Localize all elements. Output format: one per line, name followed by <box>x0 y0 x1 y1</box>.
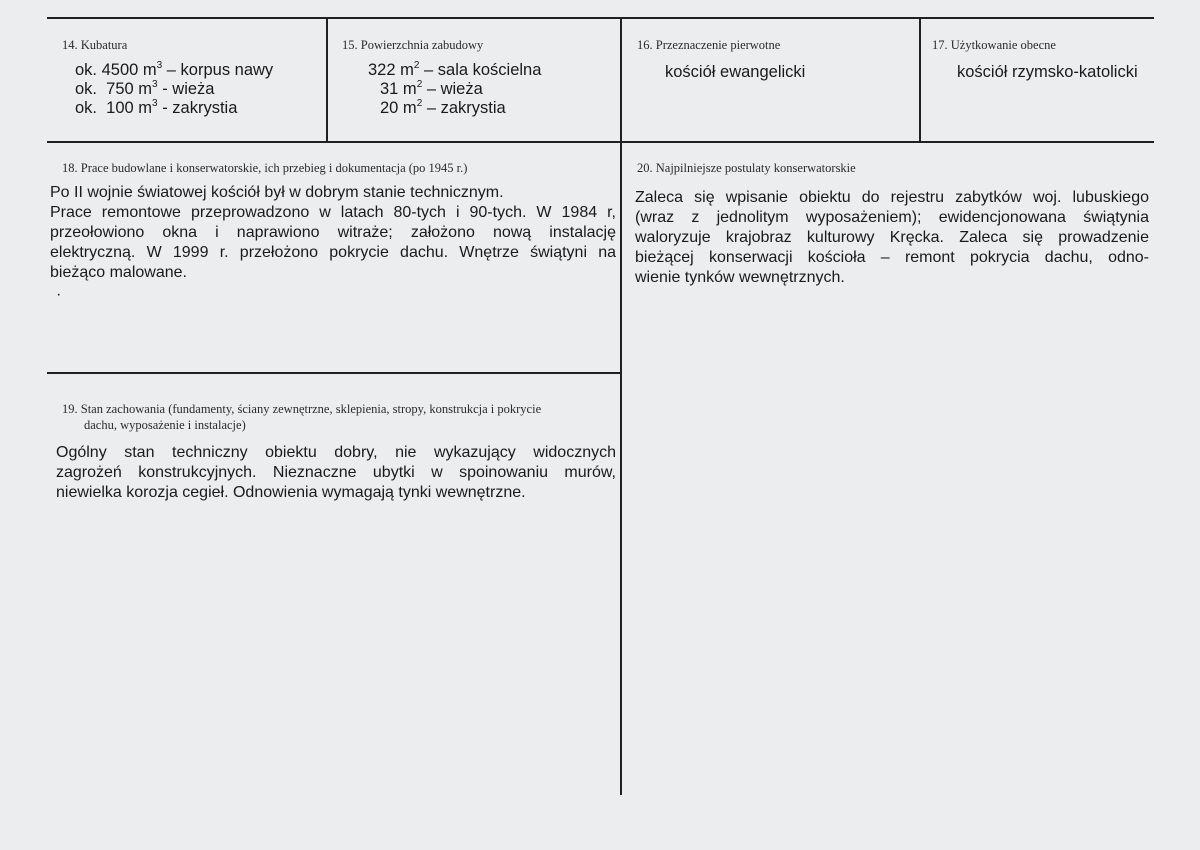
text-line: Prace remontowe przeprowadzono w latach 80-tych i 90-tych. W 1984 r, <box>50 204 616 221</box>
text-line: niewielka korozja cegieł. Odnowienia wymagają tynki wewnętrzne. <box>56 484 526 501</box>
field17-value: kościół rzymsko-katolicki <box>957 63 1138 81</box>
col-divider-3 <box>919 17 921 143</box>
field18-text <box>50 183 616 283</box>
text-line: wienie tynków wewnętrznych. <box>635 269 845 286</box>
text-line: elektryczną. W 1999 r. przełożono pokrycie dachu. Wnętrze świątyni na <box>50 244 616 261</box>
row1-divider <box>47 141 1154 143</box>
field15-values <box>368 61 541 118</box>
stray-dot: · <box>56 286 62 303</box>
field18-label: 18. Prace budowlane i konserwatorskie, ich przebieg i dokumentacja (po 1945 r.) <box>62 161 468 175</box>
field20-label: 20. Najpilniejsze postulaty konserwatorskie <box>637 161 856 175</box>
field18-19-divider <box>47 372 622 374</box>
field15-row: 322 $m^2$ – sala kościelna <box>368 59 542 79</box>
field19-label: 19. Stan zachowania (fundamenty, ściany zewnętrzne, sklepienia, stropy, konstrukcja i pokrycie dachu, wyposażenie i instalacje) <box>62 402 542 432</box>
text-line: waloryzuje krajobraz kulturowy Kręcka. Zaleca się prowadzenie <box>635 229 1149 246</box>
text-line: Ogólny stan techniczny obiektu dobry, nie wykazujący widocznych <box>56 444 616 461</box>
field16-label: 16. Przeznaczenie pierwotne <box>637 38 781 52</box>
field15-row: 31 $m^2$ – wieża <box>380 78 483 98</box>
col-divider-1 <box>326 17 328 143</box>
field14-label: 14. Kubatura <box>62 38 128 52</box>
field15-row: 20 $m^2$ – zakrystia <box>380 97 506 117</box>
text-line: przeołowiono okna i naprawiono witraże; założono nową instalację <box>50 224 616 241</box>
text-line: bieżącej konserwacji kościoła – remont pokrycia dachu, odno- <box>635 249 1149 266</box>
field14-row: ok. 100 $m^3$ - zakrystia <box>75 97 238 117</box>
field15-label: 15. Powierzchnia zabudowy <box>342 38 484 52</box>
text-line: bieżąco malowane. <box>50 264 187 281</box>
field16-value: kościół ewangelicki <box>665 63 806 81</box>
field14-row: ok. 750 $m^3$ - wieża <box>75 78 215 98</box>
top-border <box>47 17 1154 19</box>
field14-row: ok. 4500 $m^3$ – korpus nawy <box>75 59 274 79</box>
text-line: Zaleca się wpisanie obiektu do rejestru zabytków woj. lubuskiego <box>635 189 1149 206</box>
col-divider-main <box>620 17 622 795</box>
text-line: (wraz z jednolitym wyposażeniem); ewidencjonowana świątynia <box>635 209 1149 226</box>
field14-values <box>75 61 273 118</box>
field17-label: 17. Użytkowanie obecne <box>932 38 1056 52</box>
text-line: Po II wojnie światowej kościół był w dobrym stanie technicznym. <box>50 184 504 201</box>
field19-text <box>56 443 616 503</box>
text-line: zagrożeń konstrukcyjnych. Nieznaczne ubytki w spoinowaniu murów, <box>56 464 616 481</box>
field20-text <box>635 188 1149 288</box>
